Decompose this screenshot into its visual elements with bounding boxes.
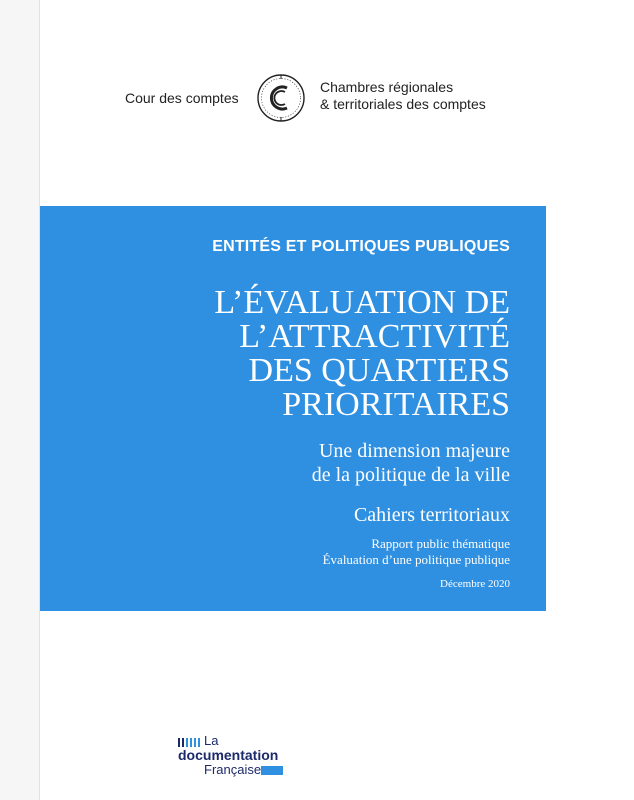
report-title (214, 286, 510, 422)
title-line: DES QUARTIERS (248, 352, 510, 389)
title-line: PRIORITAIRES (282, 386, 510, 423)
title-panel (40, 206, 546, 611)
report-type (323, 536, 510, 568)
publisher-line-3: Française (204, 762, 262, 777)
publication-date: Décembre 2020 (440, 578, 510, 590)
title-line: L’ÉVALUATION DE (214, 284, 510, 321)
publisher-line-2: documentation (178, 747, 279, 763)
report-type-line-1: Rapport public thématique (371, 536, 510, 551)
report-subtitle (312, 439, 510, 487)
chambres-regionales-label (320, 79, 486, 113)
chambres-line-1: Chambres régionales (320, 79, 454, 95)
publisher-line-1: La (204, 733, 219, 748)
series-name: Cahiers territoriaux (353, 504, 510, 526)
chambres-line-2: & territoriales des comptes (320, 96, 486, 112)
title-line: L’ATTRACTIVITÉ (239, 318, 510, 355)
publisher-accent-bar (261, 766, 283, 775)
subtitle-line-2: de la politique de la ville (311, 464, 510, 486)
subtitle-line-1: Une dimension majeure (318, 440, 510, 462)
cc-seal-icon (256, 73, 306, 123)
category-heading: ENTITÉS ET POLITIQUES PUBLIQUES (212, 238, 510, 255)
report-type-line-2: Évaluation d’une politique publique (322, 552, 510, 567)
cour-des-comptes-label: Cour des comptes (125, 90, 239, 106)
left-gutter (0, 0, 40, 800)
documentation-francaise-bars-icon (178, 738, 200, 747)
